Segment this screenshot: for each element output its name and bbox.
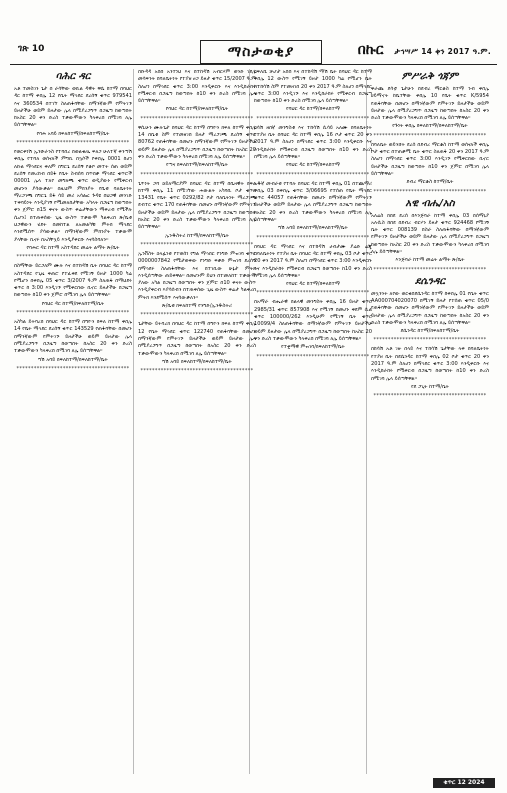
notice-separator: *************************************** [373, 393, 487, 400]
notice-body: በቡዳዳ አበበ አንተነህ እና በተከዳሽ አብርሃም ወንድ ገደሌ መሳፍንት በባለቤትነት የተያዘ ፀጋ ይዞታ ቁጥር 15/2007 ዓ.ም ስለሆነ በማኅደር ቁጥር 3:00 እንዲቀርቡ እና እንዲከራከሩ የሚቀርብ በጋዜጣ ከወጣበት ከ10 ቀን ድረስ በሚገባ ሌላ ይሰጣቸዋል፡፡ [138, 69, 256, 105]
notice-body: በባለቤት ወይንሸት ደረሰ በደብረ ማርቆስ ከተማ ወሰናለች ቀበሌ ቦታ ቁጥር በተጠቃሚ ቤት ቁጥር ስለጠፋ 20 ቀን 2017 ዓ.ም ስለሆነ በማኅደር ቁጥር 3:00 እንዲገኙ የሚቀርበው ቢኖር ይዞታችሁ በጋዜጣ ከወጣበት ከ10 ቀን ጀምሮ በሚገባ ሌላ ይሰጣቸዋል፡፡ [371, 141, 489, 177]
notice-body: ዋሲሁን ሙሉጌታ በባህር ዳር ከተማ በግዮን ክፍለ ከተማ ቀበሌ 14 በቤቱ ስም የተመዘገበ ይዞታ ማረጋገጫ ደረሰኝ ቁጥር 80762 የጠፋባቸው በመሆኑ በማንኛውም የምትገኙ ይዞታችሁ ወይም ይዞታው ሌላ በሚያረጋግጥ በጋዜጣ ከወጣበት ከአስር 20 ቀን ድረስ ተቃውሞውን ካላቀረበ በሚገባ ለሌ ይሰጣቸዋል፡፡ [138, 124, 256, 160]
notice-separator: *************************************** [140, 171, 254, 178]
notice-separator: *************************************** [256, 115, 370, 122]
legal-notice [371, 291, 489, 336]
notice-separator: *************************************** [373, 266, 487, 273]
notice-body: የወርቅነሽ ኢንሹራንስ የተባበረ በወልቂጤ ፍለጋ ሁለተኛ ቅንጣሽ ቀበሌ የተሻለ ወሰናለች ምግቢ በኳሶች የቀበሌ 0001 ከሆነ ለኩል ማኅደርና ቀለም በግርጌ ደረሰኝ የቆቦ መተት ሰጠ ወይም ደረሰኝ የመረከብ በይፋ የቤት ስብሰባ በጥበቃ ማኅደር ቁጥሮች 00001 ሌላ ተለየ መግለጫ ቁጥር ወዲያውኑ የሚቀርብ መሆኑን ያሳውቃል፡፡ በዚህም ምክንያት የቤቱ ባለቤትነት ማረጋገጫ በግርጌ ይፋ ሳይ መሪ አሳልፎ ጉዳዩ በህጋዊ መንገድ ተቀባይነት እንዲያገኝ የሚመለከታቸው አካላት በጋዜጣ ከወጣበት ቀን ጀምሮ በ15 ቀናት ውስጥ ቅሬታቸውን ማቅረብ የሚችሉ ሲሆን፤ በተጠቀሰው ጊዜ ውስጥ ተቃውሞ ካልቀረበ ጽ/ቤቱ ህጋዊውን ሂደት በመከተል ለአመልካቹ ምትክ ማኅደር እንደሚሰጥ ያሳውቃል፡፡ በማንኛውም ምክንያት ተቃውሞ ያላቸው ቢኖሩ በአስቸኳይ እንዲያቀርቡ እናሳስባለን፡፡ [14, 149, 132, 243]
column-1 [14, 69, 132, 774]
notice-signature: የባህር ዳር ከተማ/ክፍለከተማ/ቤት [165, 106, 229, 113]
notice-body: ጌጥነት ጋሻ ኃይለማርያም በባህር ዳር ከተማ በቤዛዊት ክፍለ ከተማ ቀበሌ 11 በሚገኘው ሐውልት አካባቢ ቦታ ቁጥር 13431 የቤት ቁጥር 0292/82 ቦታ ባለቤትነት ማረጋገጫ ደብተር ቁጥር 170 የጠፋባቸው በመሆኑ በማንኛውም የምትገኙ ይዞታችሁ ወይም ይዞታው ሌላ በሚያረጋግጥ በጋዜጣ ከወጣበት ከአስር 20 ቀን ድረስ ተቃውሞውን ካላቀረበ በሚገባ ለሌ ይሰጣቸዋል፡፡ [138, 180, 256, 231]
notice-signature: የባሕር ዳር ከተማ አስተዳደር መሬት ልማት ጽ/ቤት [26, 244, 120, 251]
notice-separator: *************************************** [140, 115, 254, 122]
legal-notice [254, 299, 372, 351]
notice-separator: *************************************** [256, 234, 370, 241]
notice-separator: *************************************** [373, 132, 487, 139]
notice-separator: *************************************** [16, 365, 130, 372]
notice-separator: *************************************** [256, 290, 370, 297]
notice-signature: ግሽ አባይ ክፍለከተማ/ክፍለከተማ/ቤት [162, 358, 232, 365]
section-masthead: ማስታወቂያ [200, 40, 322, 64]
legal-notice [371, 213, 489, 265]
notice-body: ጌታቸው ይትባረክ በባህር ዳር ከተማ በግዮን ክፍለ ከተማ ቀበሌ 12 የቤት ማኅደር ቁጥር 122740 የጠፋባቸው በመሆኑ በማንኛውም የምትገኙ ይዞታችሁ ወይም ይዞታው ሌላ በሚያረጋግጥ በጋዜጣ ከወጣበት ከአስር 20 ቀን ድረስ ተቃውሞውን ካላቀረበ በሚገባ ለሌ ይሰጣቸዋል፡፡ [138, 321, 256, 357]
notice-separator: *************************************** [256, 353, 370, 360]
legal-notice [371, 346, 489, 391]
notice-signature: ኢንዱስትሪ ከተማ/ክፍለከተማ/ቤት [165, 232, 229, 239]
legal-notice [254, 125, 372, 170]
page-header [10, 40, 497, 62]
notice-body: መኳንንት ለየው ወርቁበደሴንዳር ከተማ ከቀበሌ 01 የቤት ቁጥር AA000704020070 በሚገኝ ይዞታ የተሰጠ ቁጥር 05/0 የጠፋባቸው በመሆኑ በማንኛውም የምትገኙ ይዞታችሁ ወይም ይዞታው ሌላ በሚያረጋግጥ በጋዜጣ ከወጣበት ከአስር 20 ቀን ድረስ ተቃውሞውን ካላቀረበ በሚገባ ለሌ ይሰጣቸዋል፡፡ [371, 290, 489, 326]
notice-signature: የባህር ዳር ከተማ/ክፍለከተማ [286, 281, 340, 288]
notice-signature: የጉነት ቀበሌ ክፍለከተማ/ክፍለከተማ/ቤት [392, 123, 468, 130]
notice-body: ከፍለሺ ቻሆታ አበበ እና በተከዳሽ ማሽ ቤት በባህር ዳር ከተማ ቀበሌ 12 ውስጥ የሚገኝ ይዞታ 1000 ካሬ የሚሆን ቤት በተከሳሽ ስም የተመዘገበ 20 ቀን 2017 ዓ.ም ስለሆነ በማኅደር ቁጥር 3:00 እንዲገኙ እና እንዲከራከሩ የሚቀርብ በጋዜጣ ከወጣበት ከ10 ቀን ድረስ በሚገባ ሌላ ይሰጣቸዋል፡፡ [254, 69, 372, 105]
notice-body: ኢንቨስት ኃላፊነቱ የተወሰነ የግል ማኅበር የንግድ ምዝገባ ቁጥር 0000007842 የሚታወቀው የንግድ ፍቃድ ምዝገባ ደረሰኝ በማኅደሩ ስለጠፋባቸው እና በተገቢው ሁኔታ ምትክ እንዲሰጣቸው ጠይቀዋል፡፡ በመሆኑም ይህን በተመለከተ ተቃውሞ ያለው አካል በጋዜጣ ከወጣበት ቀን ጀምሮ በ10 ቀናት ውስጥ እንዲያቀርብ እያሳሰብን በተጠቀሰው ጊዜ ውስጥ ቅሬታ ካልቀረበ ምትክ እንደሚሰጥ እናሳውቃለን፡፡ [138, 250, 256, 301]
notice-signature: ደብረ ማርቆስ ከተማ/ቤት [406, 179, 454, 186]
notice-body: በአማራ ብሔራዊ ክልላዊ መንግስት ቀበሌ 16 ይዞታ ቁጥር 2985/31 ቁጥር 857908 እና የሚገኝ በመሆኑ ቀደም ሲል ቁጥር 100000/262 እንዲሁም የሚገኝ ቤት ቁጥር 10099/4 ስለጠፋባቸው በማንኛውም የምትገኙ ይዞታችሁ ወይም ይዞታው ሌላ በሚያረጋግጥ በጋዜጣ ከወጣበት ከአስር 20 ቀን ድረስ ተቃውሞውን ካላቀረበ በሚገባ ለሌ ይሰጣቸዋል፡፡ [254, 299, 372, 342]
notice-signature: የባህር ዳር ከተማ/ክፍለከተማ [286, 162, 340, 169]
column-2 [138, 69, 256, 774]
notice-signature: ጽ/ቤቱ ክፍለከተማ የንግድ/ኢንዱስትሪ [162, 303, 232, 310]
notice-separator: *************************************** [140, 241, 254, 248]
legal-notice [254, 69, 372, 114]
issue-date: ታኅሣሥ 14 ቀን 2017 ዓ.ም. [394, 47, 491, 56]
section-heading: አዊ ብሔ/አስ [405, 197, 455, 209]
notice-body: በስማቸው ይርጋለም ሙሉ እና በተከዳሽ ቤት በባህር ዳር ከተማ አስተዳደር የጊዜ ቀጠሮ የተፈቀደ የሚገኝ ይዞታ 1000 ካሬ የሚሆን በቀበሌ 05 ቁጥር 3/2007 ዓ.ም ስለጠፋ በማህደሩ ቁጥር ከ 3:00 እንዲገኙ የሚቀርበው ቢኖር ይዞታችሁ በጋዜጣ ከወጣበት ከ10 ቀን ጀምሮ በሚገባ ሌላ ይሰጣቸዋል፡፡ [14, 263, 132, 299]
legal-notice [138, 69, 256, 114]
notice-separator: *************************************** [140, 312, 254, 319]
notice-signature: የባህር ዳር ከተማ/ክፍለከተማ [286, 106, 340, 113]
notice-separator: *************************************** [16, 310, 130, 317]
legal-notice [138, 321, 256, 366]
notice-signature: የደ ጋጊት ከተማ/ቤት [411, 383, 449, 390]
notice-body: አዱኛ መብራቱ የተባሉ በባህር ዳር ከተማ ቀበሌ 01 በተጨማሪ ቀበሌ 03 በቀበሌ ቁጥር 3/06695 የተሰጠ የቤት ማኅደር ቁጥር 44057 የጠፋባቸው በመሆኑ በማንኛውም የምትገኙ ይዞታችሁ ወይም ይዞታው ሌላ በሚያረጋግጥ በጋዜጣ ከወጣበት ከአስር 20 ቀን ድረስ ተቃውሞውን ካላቀረበ በሚገባ ለሌ ይሰጣቸዋል፡፡ [254, 180, 372, 224]
notice-separator: *************************************** [256, 171, 370, 178]
legal-notice [254, 244, 372, 289]
notice-signature: የባህር ዳር ከተማ/ክፍለከተማ/ቤት [41, 300, 105, 307]
legal-notice [138, 181, 256, 240]
column-4 [371, 69, 489, 774]
notice-signature: ደሴንዳር ከተማ/ክፍለከተማ/ቤት [400, 328, 460, 335]
notice-body: ከሳሽ ዘበኛ መንግስቱ እና ተከሳሽ ሲሳይ አለሙ በባለቤትነት የተያዘ ቤት በባህር ዳር ከተማ ቀበሌ 16 ቦታ ቁጥር 20 ቀን 2017 ዓ.ም ስለሆነ በማኅደር ቁጥር 3:00 እንዲቀርቡ እና እንዲከራከሩ የሚቀርብ በጋዜጣ ከወጣበት ከ10 ቀን ድረስ በሚገባ ሌላ ይሰጣቸዋል፡፡ [254, 124, 372, 160]
issue-info [358, 42, 491, 58]
notice-separator: *************************************** [373, 188, 487, 195]
notice-separator: *************************************** [140, 368, 254, 375]
notice-body: በከሳሽ አቶ ገዙ በላይ እና ተከሳሽ ጌታቸው ላቀ በባለቤትነት የተያዘ ቤት በደሴንዳር ከተማ ቀበሌ 02 ቦታ ቁጥር 20 ቀን 2017 ዓ.ም ስለሆነ በማኅደር ቁጥር 3:00 እንዲቀርቡ እና እንዲከራከሩ የሚቀርብ በጋዜጣ ከወጣበት ከ10 ቀን ድረስ በሚገባ ሌላ ይሰጣቸዋል፡፡ [371, 346, 489, 382]
notice-signature: እንጅባራ ከተማ መሬት ልማት ጽ/ቤት [395, 257, 465, 264]
section-heading: ባሕር ዳር [55, 71, 91, 82]
legal-notice [14, 86, 132, 138]
footer-badge: ቁጥር 12 2024 [433, 778, 495, 788]
newspaper-name: በኩር [357, 42, 384, 58]
notice-body: በባህር ዳር ማኅደር እና በተከዳሽ ሀብታሙ ያሬድ ሬጂ በባለቤትነት የተያዘ ቤት በባህር ዳር ከተማ ቀበሌ 03 ቦታ ቁጥር 20 ቀን 2017 ዓ.ም ስለሆነ በማኅደር ቁጥር 3:00 እንዲቀርቡ እና እንዲከራከሩ የሚቀርብ በጋዜጣ ከወጣበት ከ10 ቀን ድረስ በሚገባ ሌላ ይሰጣቸዋል፡፡ [254, 243, 372, 279]
legal-notice [371, 142, 489, 187]
notice-separator: *************************************** [16, 140, 130, 147]
legal-notice [14, 319, 132, 364]
legal-notice [14, 149, 132, 252]
legal-notice [138, 125, 256, 170]
legal-notice [14, 263, 132, 308]
notice-body: አስካል ይትባረክ በባህር ዳር ከተማ በግዮን ክፍለ ከተማ ቀበሌ 14 የቤት ማኅደር ደረሰኝ ቁጥር 143529 የጠፋባቸው በመሆኑ በማንኛውም የምትገኙ ይዞታችሁ ወይም ይዞታው ሌላ በሚያረጋግጥ በጋዜጣ ከወጣበት ከአስር 20 ቀን ድረስ ተቃውሞውን ካላቀረበ በሚገባ ለሌ ይሰጣቸዋል፡፡ [14, 319, 132, 355]
notice-body: ቀራጨ ደሳቲ ጌታሁን በደብረ ማርቆስ ከተማ ንብ ቀበሌ ሀይማኖት ከቤተቸው ቀበሌ 10 የቤት ቁጥር K/5954 የጠፋባቸው በመሆኑ በማንኛውም የምትገኙ ይዞታችሁ ወይም ይዞታው ሌላ በሚያረጋግጥ በጋዜጣ ከወጣበት ከአስር 20 ቀን ድረስ ተቃውሞውን ካላቀረበ በሚገባ ለሌ ይሰጣቸዋል፡፡ [371, 86, 489, 122]
notice-body: አቶ ተመስገን ጌታ በ ራሳቸው ወኪል ዳዊት ዋሴ ከተማ በባህር ዳር ከተማ ቀበሌ 12 የቤት ማኅደር ደረሰኝ ቁጥር 979541 እና 360534 በተገኘ ስለጠፋባቸው በማንኛውም የምትገኙ ይዞታችሁ ወይም ይዞታው ሌላ በሚያረጋግጥ በጋዜጣ ከወጣበት ከአስር 20 ቀን ድረስ ተቃውሞውን ካላቀረበ በሚገባ ለሌ ይሰጣቸዋል፡፡ [14, 86, 132, 129]
legal-notice [138, 251, 256, 310]
notice-signature: የጣና ክፍለከተማ/ከፍለከተማ/ቤት [166, 162, 228, 169]
legal-notice [371, 86, 489, 131]
column-divider [133, 69, 134, 774]
notice-signature: ግሽ አባይ ክፍለከተማ/ክፍለከተማ/ቤት [278, 225, 348, 232]
section-heading: ምሥራቅ ጎጃም [401, 71, 459, 82]
header-rule [10, 64, 497, 65]
notice-body: አለሬስ ክበደ ደረሰ በእንጅባራ ከተማ ቀበሌ 03 በሰማኒያ አሉሲስ ከበደ በደብረ ብርሃን ይዞታ ቁጥር 924468 የሚገኝ ቤት ቁጥር 008139 በስራ ስለጠፋባቸው በማንኛውም የምትገኙ ይዞታችሁ ወይም ይዞታው ሌላ በሚያረጋግጥ በጋዜጣ ከወጣበት ከአስር 20 ቀን ድረስ ተቃውሞውን ካላቀረበ በሚገባ ለሌ ይሰጣቸዋል፡፡ [371, 212, 489, 256]
column-3 [254, 69, 372, 774]
notice-separator: *************************************** [16, 254, 130, 261]
section-heading: ደሴንዳር [415, 275, 445, 287]
notice-signature: ግሽ አባይ ክፍለከተማ/ክፍለከተማ/ቤት [38, 356, 108, 363]
legal-notice [254, 181, 372, 233]
notice-separator: *************************************** [373, 337, 487, 344]
notice-signature: የተቋማዊ ምዝገባ/ክፍለከተማ/ቤት [281, 344, 345, 351]
notice-signature: የባሕ አባይ ክፍለከተማ/ከፍለከተማ/ቤት [36, 130, 110, 137]
page-number: ገጽ 10 [18, 44, 45, 54]
